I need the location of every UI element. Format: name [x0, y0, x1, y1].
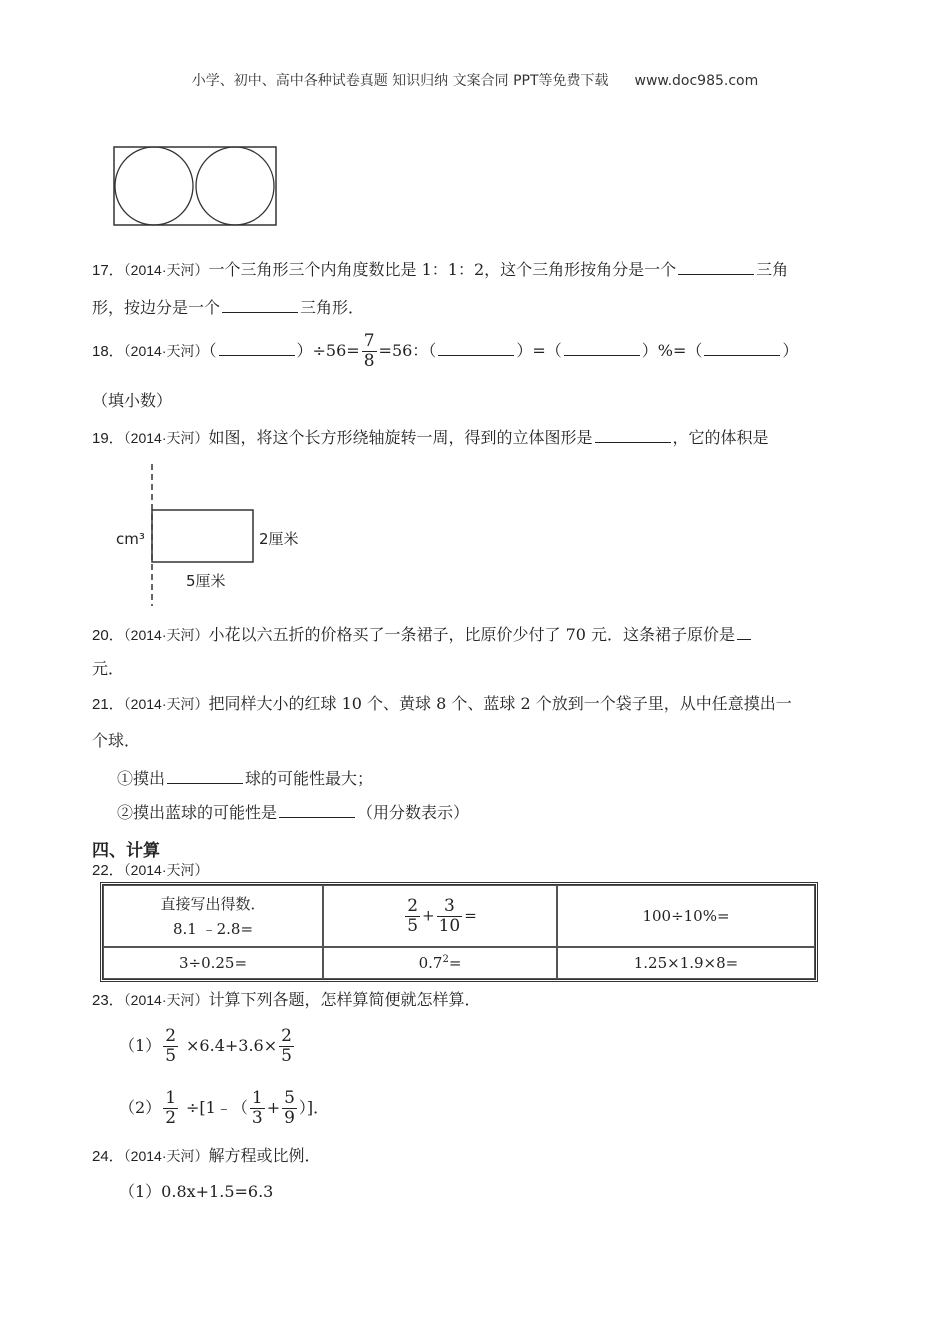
bottom-length-label: 5厘米 — [186, 572, 226, 590]
q17-text3: 形，按边分是一个 — [92, 298, 221, 317]
q24-part1: （1）0.8x+1.5=6.3 — [119, 1182, 274, 1201]
q23-p1-mid: ×6.4+3.6× — [186, 1036, 278, 1055]
q21-number: 21． — [92, 696, 124, 713]
frac-denominator: 3 — [251, 1108, 263, 1128]
table-cell — [557, 947, 815, 979]
q23-p2-label: （2） — [119, 1098, 162, 1117]
q17-source: （2014·天河） — [123, 262, 209, 278]
table-cell — [557, 885, 815, 947]
q18-p3: =56：（ — [378, 341, 437, 360]
q23-p2-plus: + — [266, 1098, 281, 1117]
frac-denominator: 10 — [438, 915, 461, 936]
q21-sub2a: ②摸出蓝球的可能性是 — [117, 803, 278, 822]
frac-numerator: 1 — [251, 1088, 263, 1108]
cell-a-expr: 8.1 ﹣2.8= — [172, 920, 254, 938]
q18-blank-1[interactable] — [219, 339, 295, 356]
cell-e-eq: = — [448, 954, 462, 972]
q18-number: 18． — [92, 343, 124, 360]
q17-blank-angle[interactable] — [678, 258, 754, 275]
cell-b-frac1 — [405, 897, 420, 936]
q23-p2-frac1 — [163, 1089, 178, 1128]
q18-source: （2014·天河） — [123, 343, 209, 359]
question-17-line2 — [92, 296, 364, 318]
table-row — [103, 947, 815, 979]
q19-unit: cm³ — [116, 530, 145, 548]
q17-number: 17． — [92, 262, 124, 279]
q18-note: （填小数） — [92, 391, 173, 410]
figure-circle-right — [196, 147, 274, 225]
q18-p4: ）=（ — [516, 341, 562, 360]
q23-part1 — [119, 1026, 296, 1066]
q19-text2: ，它的体积是 — [672, 428, 769, 447]
section-title: 四、计算 — [92, 841, 160, 861]
cell-f-expr: 1.25×1.9×8= — [633, 954, 739, 972]
q24-text: 解方程或比例． — [208, 1146, 321, 1165]
q19-blank-solid[interactable] — [595, 426, 671, 443]
q21-text1: 把同样大小的红球 10 个、黄球 8 个、蓝球 2 个放到一个袋子里，从中任意摸出一 — [208, 694, 792, 713]
cell-c-expr: 100÷10%= — [642, 907, 730, 925]
q17-text1: 一个三角形三个内角度数比是 1：1：2，这个三角形按角分是一个 — [208, 260, 677, 279]
calc-table — [100, 882, 818, 982]
frac-numerator: 1 — [165, 1088, 177, 1108]
q21-source: （2014·天河） — [123, 696, 209, 712]
q17-text2: 三角 — [756, 260, 789, 279]
q23-source: （2014·天河） — [123, 992, 209, 1008]
question-21 — [92, 694, 792, 715]
question-22 — [92, 860, 209, 881]
q21-text2: 个球． — [92, 731, 141, 750]
question-17 — [92, 258, 788, 281]
question-19 — [92, 426, 769, 449]
header-url[interactable]: www.doc985.com — [634, 73, 759, 89]
frac-numerator: 2 — [281, 1026, 292, 1046]
q23-p2-mid: ÷[1﹣（ — [186, 1098, 248, 1117]
question-18 — [92, 331, 798, 372]
q21-blank-most[interactable] — [167, 767, 243, 784]
frac-denominator: 2 — [165, 1108, 177, 1128]
table-cell — [103, 885, 323, 947]
q22-source: （2014·天河） — [123, 862, 209, 878]
cell-e-base: 0.7 — [418, 954, 443, 972]
q20-blank-price[interactable] — [737, 623, 751, 640]
frac-denominator: 5 — [165, 1046, 177, 1066]
q24-source: （2014·天河） — [123, 1148, 209, 1164]
table-cell — [323, 885, 557, 947]
question-23 — [92, 990, 481, 1011]
q18-frac-denominator: 8 — [363, 351, 375, 371]
question-24 — [92, 1146, 321, 1167]
q24-number: 24． — [92, 1148, 124, 1165]
frac-numerator: 5 — [284, 1088, 295, 1108]
q23-part2 — [119, 1088, 329, 1128]
q20-text1: 小花以六五折的价格买了一条裙子，比原价少付了 70 元．这条裙子原价是 — [208, 625, 736, 644]
q23-p2-end: ）]． — [298, 1098, 330, 1117]
q23-text: 计算下列各题，怎样算简便就怎样算． — [208, 990, 481, 1009]
q23-p2-frac3 — [282, 1089, 297, 1128]
q20-source: （2014·天河） — [123, 627, 209, 643]
q18-blank-2[interactable] — [438, 339, 514, 356]
cell-b-frac2 — [437, 897, 463, 936]
table-cell — [103, 947, 323, 979]
q23-number: 23． — [92, 992, 124, 1009]
table-cell — [323, 947, 557, 979]
q20-number: 20． — [92, 627, 124, 644]
cell-b-eq: = — [464, 906, 477, 924]
q21-sub1b: 球的可能性最大； — [245, 769, 374, 788]
frac-denominator: 9 — [284, 1108, 295, 1128]
q18-p1: （ — [208, 341, 217, 360]
q21-sub1 — [117, 767, 373, 789]
q19-number: 19． — [92, 430, 124, 447]
cell-e-exponent: 2 — [442, 954, 449, 965]
q21-sub2b: （用分数表示） — [357, 803, 470, 822]
frac-numerator: 2 — [407, 895, 419, 916]
q18-p5: ）%=（ — [641, 341, 703, 360]
frac-numerator: 3 — [444, 895, 455, 916]
q20-text2: 元． — [92, 659, 125, 678]
q21-sub1a: ①摸出 — [117, 769, 166, 788]
q18-p6: ） — [782, 341, 799, 360]
two-circles-figure — [112, 145, 278, 227]
figure-rectangle — [114, 147, 276, 225]
q22-number: 22． — [92, 862, 124, 879]
q23-p1-frac1 — [163, 1027, 178, 1066]
q18-blank-3[interactable] — [564, 339, 640, 356]
cell-d-expr: 3÷0.25= — [178, 954, 248, 972]
rectangle-shape — [152, 510, 253, 562]
question-20 — [92, 623, 753, 646]
figure-circle-left — [115, 147, 193, 225]
q17-blank-side[interactable] — [222, 296, 298, 313]
q23-p2-frac2 — [250, 1089, 265, 1128]
page-header — [0, 70, 950, 90]
frac-denominator: 5 — [407, 915, 419, 936]
q23-p1-label: （1） — [119, 1036, 162, 1055]
q23-p1-frac2 — [279, 1027, 294, 1066]
q18-p2: ）÷56= — [296, 341, 360, 360]
q19-text1: 如图，将这个长方形绕轴旋转一周，得到的立体图形是 — [208, 428, 593, 447]
cell-a-title: 直接写出得数． — [160, 895, 266, 913]
side-length-label: 2厘米 — [259, 530, 299, 548]
frac-numerator: 2 — [165, 1026, 177, 1046]
q17-text4: 三角形． — [300, 298, 365, 317]
table-row — [103, 885, 815, 947]
q18-blank-4[interactable] — [704, 339, 780, 356]
q21-sub2 — [117, 801, 469, 823]
q21-blank-blue[interactable] — [279, 801, 355, 818]
frac-denominator: 5 — [281, 1046, 292, 1066]
q18-frac-numerator: 7 — [363, 331, 375, 351]
q18-fraction — [362, 332, 377, 371]
header-text: 小学、初中、高中各种试卷真题 知识归纳 文案合同 PPT等免费下载 — [191, 73, 609, 89]
q19-source: （2014·天河） — [123, 430, 209, 446]
cell-b-plus: + — [422, 906, 435, 924]
